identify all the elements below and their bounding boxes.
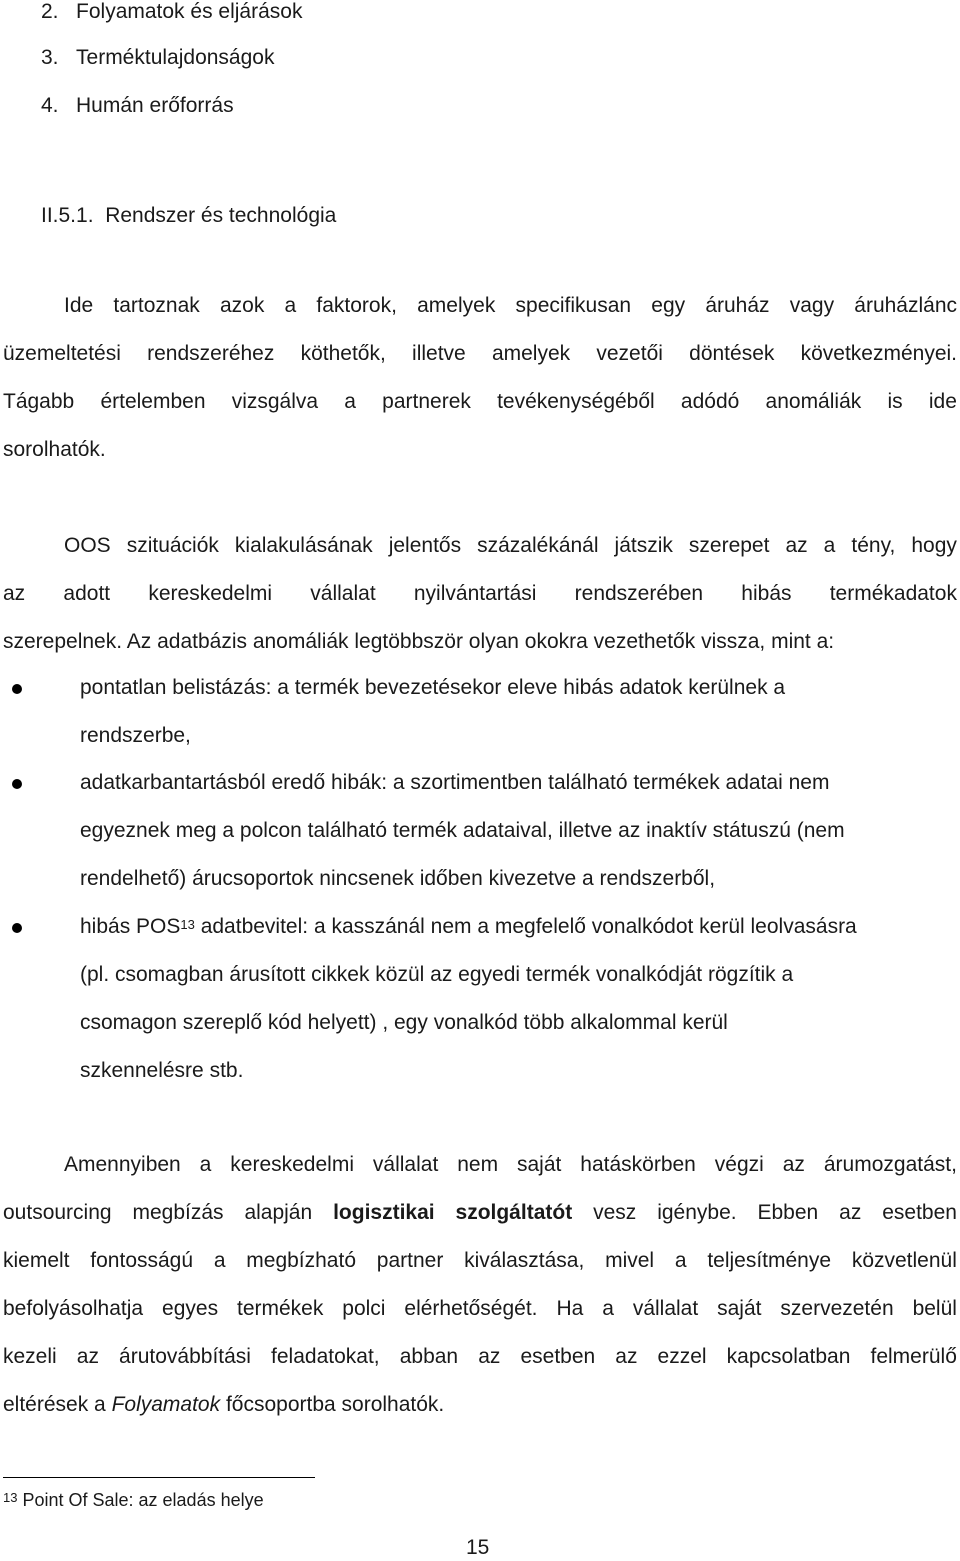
bullet2-line2: egyeznek meg a polcon található termék adataival, illetve az inaktív státuszú (nem — [80, 819, 845, 842]
list-item-3: 3. Terméktulajdonságok — [41, 46, 275, 69]
word: esetben — [520, 1345, 596, 1368]
word: az — [782, 1153, 805, 1176]
footnote-separator — [3, 1477, 315, 1478]
word: a — [284, 294, 297, 317]
word: az — [478, 1345, 501, 1368]
word: specifikusan — [515, 294, 632, 317]
bullet3-post: adatbevitel: a kasszánál nem a megfelelő vonalkódot kerül leolvasásra — [194, 915, 857, 938]
word: ide — [928, 390, 957, 413]
para1-line2 — [3, 342, 957, 366]
bold-word: szolgáltatót — [455, 1201, 573, 1224]
bullet1-line2: rendszerbe, — [80, 724, 191, 747]
bullet-icon — [12, 779, 22, 789]
para2-line2 — [3, 582, 957, 606]
word: a — [823, 534, 836, 557]
word: elérhetőségét. — [404, 1297, 538, 1320]
para3-line6-italic: Folyamatok — [111, 1393, 221, 1416]
word: partnerek — [382, 390, 471, 413]
para3-line6-pre: eltérések a — [3, 1393, 112, 1416]
word: tevékenységéből — [497, 390, 655, 413]
word: adott — [63, 582, 111, 605]
word: egyes — [162, 1297, 219, 1320]
footnote-number: 13 — [3, 1490, 18, 1505]
word: vesz — [593, 1201, 637, 1224]
word: vállalat — [632, 1297, 699, 1320]
para1-line1 — [64, 294, 957, 318]
word: kiválasztása, — [464, 1249, 585, 1272]
word: rendszerében — [574, 582, 704, 605]
word: értelemben — [100, 390, 206, 413]
word: közvetlenül — [851, 1249, 957, 1272]
word: kereskedelmi — [230, 1153, 354, 1176]
bullet3-line4: szkennelésre stb. — [80, 1059, 244, 1082]
word: rendszeréhez — [147, 342, 275, 365]
word: teljesítménye — [707, 1249, 832, 1272]
word: a — [602, 1297, 614, 1320]
word: Amennyiben — [64, 1153, 181, 1176]
word: az — [76, 1345, 99, 1368]
word: partner — [376, 1249, 444, 1272]
word: fontosságú — [90, 1249, 194, 1272]
word: mivel — [605, 1249, 655, 1272]
word: illetve — [412, 342, 466, 365]
word: hogy — [911, 534, 957, 557]
word: Tágabb — [3, 390, 75, 413]
para1-line4: sorolhatók. — [3, 438, 106, 461]
word: abban — [399, 1345, 459, 1368]
bullet1-line1: pontatlan belistázás: a termék bevezetésekor eleve hibás adatok kerülnek a — [80, 676, 786, 699]
word: termékadatok — [829, 582, 957, 605]
word: tény, — [851, 534, 896, 557]
word: outsourcing — [3, 1201, 112, 1224]
word: befolyásolhatja — [3, 1297, 144, 1320]
word: játszik — [614, 534, 673, 557]
word: a — [344, 390, 356, 413]
para2-line1 — [64, 534, 957, 558]
para3-line6-post: főcsoportba sorolhatók. — [220, 1393, 445, 1416]
word: termékek — [237, 1297, 324, 1320]
word: Ebben — [757, 1201, 819, 1224]
word: a — [199, 1153, 212, 1176]
footnote-text: Point Of Sale: az eladás helye — [17, 1490, 264, 1510]
word: árumozgatást, — [823, 1153, 957, 1176]
word: alapján — [244, 1201, 313, 1224]
bullet3-line2: (pl. csomagban árusított cikkek közül az egyedi termék vonalkódját rögzítik a — [80, 963, 794, 986]
word: hibás — [741, 582, 792, 605]
footnote-ref: 13 — [180, 917, 195, 932]
word: az — [3, 582, 26, 605]
word: végzi — [714, 1153, 764, 1176]
para2-line3: szerepelnek. Az adatbázis anomáliák legtöbbször olyan okokra vezethetők vissza, mint a: — [3, 630, 835, 653]
word: következményei. — [800, 342, 957, 365]
word: nyilvántartási — [413, 582, 537, 605]
word: hatáskörben — [580, 1153, 696, 1176]
para3-line2 — [3, 1201, 957, 1225]
word: szerepet — [688, 534, 770, 557]
word: tartoznak — [113, 294, 200, 317]
word: megbízás — [132, 1201, 224, 1224]
word: az — [785, 534, 808, 557]
word: felmerülő — [870, 1345, 957, 1368]
word: nem — [457, 1153, 499, 1176]
word: jelentős — [388, 534, 462, 557]
word: OOS — [64, 534, 111, 557]
word: Ide — [64, 294, 94, 317]
word: azok — [219, 294, 265, 317]
word: polci — [342, 1297, 386, 1320]
word: árutovábbítási — [119, 1345, 251, 1368]
word: amelyek — [491, 342, 571, 365]
word: áruház — [705, 294, 770, 317]
word: vizsgálva — [231, 390, 319, 413]
para3-line3 — [3, 1249, 957, 1273]
para3-line1 — [64, 1153, 957, 1177]
word: belül — [912, 1297, 957, 1320]
word: köthetők, — [300, 342, 386, 365]
word: kialakulásának — [234, 534, 373, 557]
word: százalékánál — [477, 534, 599, 557]
word: vállalat — [372, 1153, 439, 1176]
word: amelyek — [417, 294, 496, 317]
para3-line6 — [3, 1393, 444, 1417]
word: is — [887, 390, 903, 413]
list-item-2: 2. Folyamatok és eljárások — [41, 0, 303, 23]
para3-line4 — [3, 1297, 957, 1321]
page-number: 15 — [466, 1536, 490, 1559]
word: kereskedelmi — [148, 582, 273, 605]
word: szervezetén — [780, 1297, 894, 1320]
bullet3-pre: hibás POS — [80, 915, 181, 938]
word: megbízható — [246, 1249, 357, 1272]
para1-line3 — [3, 390, 957, 414]
word: esetben — [882, 1201, 957, 1224]
word: adódó — [680, 390, 740, 413]
word: igénybe. — [657, 1201, 737, 1224]
word: kezeli — [3, 1345, 57, 1368]
word: a — [213, 1249, 226, 1272]
word: anomáliák — [765, 390, 862, 413]
bullet-icon — [12, 923, 22, 933]
bullet3-line3: csomagon szereplő kód helyett) , egy vonalkód több alkalommal kerül — [80, 1011, 728, 1034]
bullet3-line1 — [80, 915, 857, 939]
word: kiemelt — [3, 1249, 70, 1272]
footnote — [3, 1490, 264, 1511]
bullet2-line3: rendelhető) árucsoportok nincsenek időben kivezetve a rendszerből, — [80, 867, 716, 890]
word: üzemeltetési — [3, 342, 121, 365]
word: az — [615, 1345, 638, 1368]
word: feladatokat, — [271, 1345, 380, 1368]
word: saját — [517, 1153, 562, 1176]
word: áruházlánc — [854, 294, 957, 317]
list-item-4: 4. Humán erőforrás — [41, 94, 234, 117]
word: vagy — [789, 294, 835, 317]
bold-word: logisztikai — [333, 1201, 435, 1224]
word: döntések — [689, 342, 775, 365]
word: kapcsolatban — [726, 1345, 851, 1368]
word: Ha — [556, 1297, 584, 1320]
word: egy — [651, 294, 686, 317]
word: szituációk — [126, 534, 219, 557]
bullet-icon — [12, 684, 22, 694]
word: vállalat — [310, 582, 376, 605]
word: a — [674, 1249, 687, 1272]
word: az — [839, 1201, 862, 1224]
word: faktorok, — [316, 294, 397, 317]
para3-line5 — [3, 1345, 957, 1369]
section-heading: II.5.1. Rendszer és technológia — [41, 204, 337, 227]
bullet2-line1: adatkarbantartásból eredő hibák: a szortimentben található termékek adatai nem — [80, 771, 830, 794]
word: ezzel — [657, 1345, 707, 1368]
word: vezetői — [596, 342, 663, 365]
word: saját — [717, 1297, 762, 1320]
